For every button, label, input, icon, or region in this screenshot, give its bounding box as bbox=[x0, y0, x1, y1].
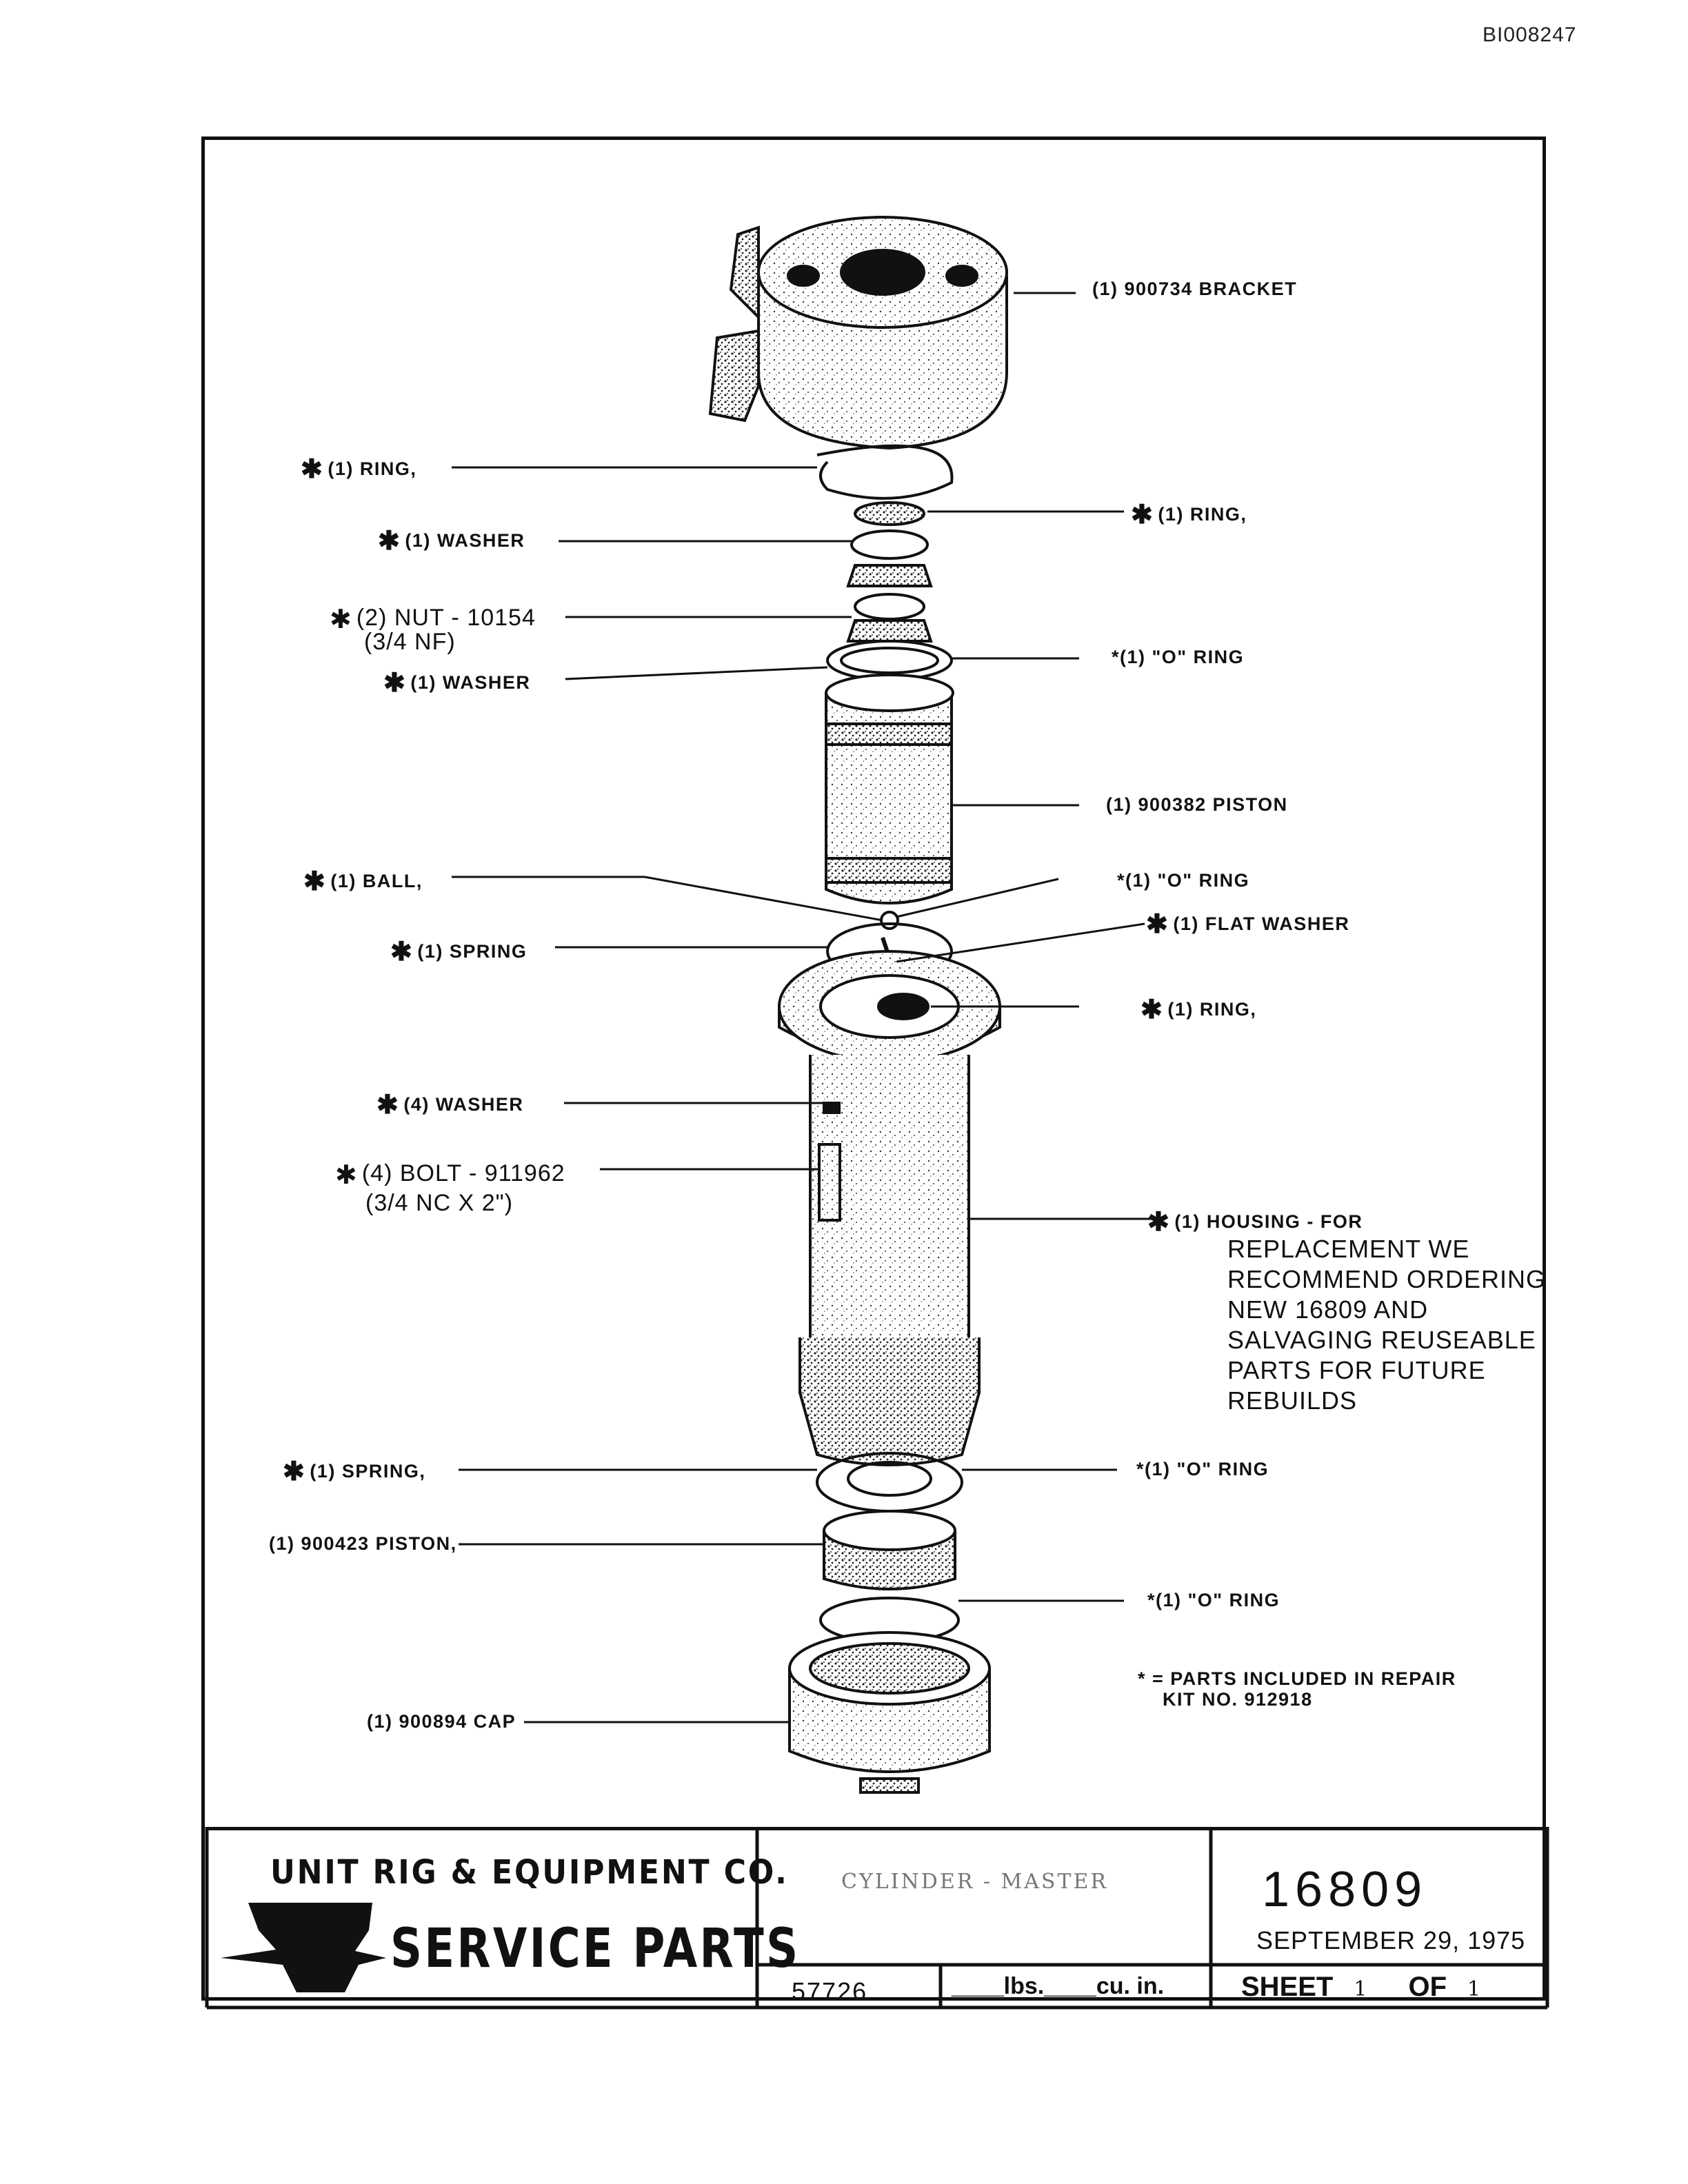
callout-bracket: (1) 900734 BRACKET bbox=[1092, 279, 1298, 299]
callout-lower-piston: (1) 900423 PISTON, bbox=[269, 1533, 457, 1554]
callout-ring-1: ✱ (1) RING, bbox=[301, 455, 417, 484]
weight-field: ____lbs.____cu. in. bbox=[952, 1973, 1165, 1999]
part-description: CYLINDER - MASTER bbox=[841, 1870, 1108, 1894]
callout-spring-2: ✱ (1) SPRING, bbox=[283, 1457, 426, 1486]
repair-kit-legend: * = PARTS INCLUDED IN REPAIR KIT NO. 912918 bbox=[1138, 1668, 1456, 1710]
callout-ring-3: ✱ (1) RING, bbox=[1141, 995, 1257, 1024]
callout-o-ring-3: *(1) "O" RING bbox=[1136, 1459, 1269, 1479]
service-parts-title: SERVICE PARTS bbox=[390, 1918, 801, 1980]
callout-housing: ✱ (1) HOUSING - FOR bbox=[1147, 1208, 1363, 1237]
callout-nut: ✱ (2) NUT - 10154 bbox=[330, 605, 536, 634]
callout-washer-3: ✱ (4) WASHER bbox=[376, 1091, 524, 1120]
callout-ring-2: ✱ (1) RING, bbox=[1131, 501, 1247, 529]
callout-washer-2: ✱ (1) WASHER bbox=[383, 669, 531, 698]
document-id: BI008247 bbox=[1483, 23, 1577, 46]
callout-cap: (1) 900894 CAP bbox=[367, 1711, 516, 1732]
callout-washer-1: ✱ (1) WASHER bbox=[378, 527, 525, 556]
callout-spring-1: ✱ (1) SPRING bbox=[390, 938, 528, 967]
company-name: UNIT RIG & EQUIPMENT CO. bbox=[270, 1853, 789, 1892]
callout-bolt-size: (3/4 NC X 2") bbox=[365, 1190, 514, 1216]
drawing-code: 57726 bbox=[792, 1977, 868, 2005]
callout-upper-piston: (1) 900382 PISTON bbox=[1106, 794, 1288, 815]
sheet-indicator: SHEET 1 OF 1 bbox=[1241, 1972, 1481, 2002]
callout-bolt: ✱ (4) BOLT - 911962 bbox=[335, 1160, 565, 1190]
callout-o-ring-2: *(1) "O" RING bbox=[1117, 870, 1250, 891]
callout-nut-size: (3/4 NF) bbox=[364, 629, 456, 655]
company-logo bbox=[221, 1903, 386, 1992]
housing-note: REPLACEMENT WE RECOMMEND ORDERING NEW 16809 AND SALVAGING REUSEABLE PARTS FOR FUTURE REBUILDS bbox=[1227, 1235, 1547, 1415]
drawing-date: SEPTEMBER 29, 1975 bbox=[1256, 1926, 1526, 1954]
part-number: 16809 bbox=[1262, 1862, 1428, 1917]
callout-o-ring-4: *(1) "O" RING bbox=[1147, 1590, 1280, 1610]
callout-flat-washer: ✱ (1) FLAT WASHER bbox=[1146, 910, 1350, 939]
callout-o-ring-1: *(1) "O" RING bbox=[1112, 647, 1245, 667]
callout-ball: ✱ (1) BALL, bbox=[303, 867, 423, 896]
